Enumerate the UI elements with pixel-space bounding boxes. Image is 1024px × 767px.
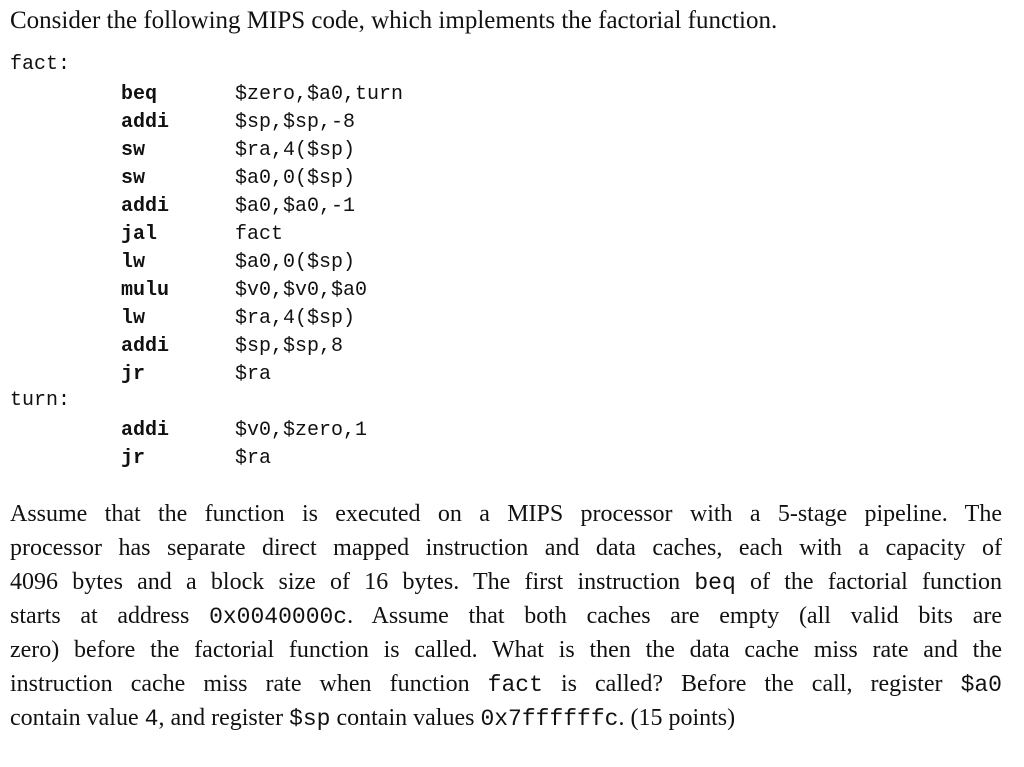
- code-line: [0, 446, 500, 474]
- question-text: 4096 bytes and a block size of 16 bytes. The first instruction: [10, 569, 695, 595]
- question-line: [10, 633, 1002, 667]
- question-text: processor has separate direct mapped instruction and data caches, each with a capacity of: [10, 535, 1002, 561]
- code-operands: fact: [235, 223, 284, 246]
- code-opcode: mulu: [121, 279, 170, 302]
- code-line: [0, 82, 500, 110]
- code-opcode: sw: [121, 139, 146, 162]
- question-line: [10, 565, 1002, 599]
- code-opcode: jal: [121, 223, 158, 246]
- question-text: . (15 points): [618, 705, 736, 731]
- intro-text: Consider the following MIPS code, which implements the factorial function.: [10, 7, 778, 34]
- code-opcode: jr: [121, 363, 146, 386]
- code-line: [0, 418, 500, 446]
- code-opcode: lw: [121, 307, 146, 330]
- question-text: zero) before the factorial function is called. What is then the data cache miss rate and the: [10, 637, 1002, 663]
- question-text: contain values: [330, 705, 481, 731]
- code-line: [0, 222, 500, 250]
- code-operands: $ra: [235, 447, 272, 470]
- code-operands: $v0,$zero,1: [235, 419, 368, 442]
- code-opcode: sw: [121, 167, 146, 190]
- question-text: . Assume that both caches are empty (all valid bits are: [347, 603, 1002, 629]
- question-text: Assume that the function is executed on a MIPS processor with a 5-stage pipeline. The: [10, 501, 1002, 527]
- question-text: is called? Before the call, register: [542, 671, 961, 697]
- code-operands: $a0,$a0,-1: [235, 195, 356, 218]
- question-text: instruction cache miss rate when function: [10, 671, 488, 697]
- code-operands: $ra,4($sp): [235, 307, 356, 330]
- code-opcode: addi: [121, 419, 170, 442]
- code-line: [0, 278, 500, 306]
- inline-code: 0x0040000c: [209, 604, 348, 630]
- inline-code: $sp: [289, 706, 331, 732]
- question-text: of the factorial function: [735, 569, 1002, 595]
- code-line: [0, 138, 500, 166]
- question-line: [10, 531, 1002, 565]
- code-operands: $sp,$sp,8: [235, 335, 344, 358]
- code-opcode: addi: [121, 195, 170, 218]
- inline-code: beq: [694, 570, 736, 596]
- code-operands: $ra: [235, 363, 272, 386]
- code-opcode: jr: [121, 447, 146, 470]
- label-fact: fact:: [10, 53, 71, 76]
- code-line: [0, 166, 500, 194]
- code-line: [0, 194, 500, 222]
- code-operands: $a0,0($sp): [235, 167, 356, 190]
- code-operands: $zero,$a0,turn: [235, 83, 404, 106]
- code-operands: $sp,$sp,-8: [235, 111, 356, 134]
- question-paragraph: [10, 497, 1002, 735]
- inline-code: $a0: [960, 672, 1002, 698]
- code-line: [0, 306, 500, 334]
- label-turn: turn:: [10, 389, 71, 412]
- inline-code: 0x7ffffffc: [480, 706, 619, 732]
- code-opcode: addi: [121, 111, 170, 134]
- code-line: [0, 334, 500, 362]
- question-line: [10, 701, 1002, 735]
- code-line: [0, 362, 500, 390]
- code-opcode: beq: [121, 83, 158, 106]
- question-text: contain value: [10, 705, 145, 731]
- code-opcode: addi: [121, 335, 170, 358]
- question-line: [10, 497, 1002, 531]
- code-line: [0, 110, 500, 138]
- code-line: [0, 250, 500, 278]
- question-line: [10, 599, 1002, 633]
- code-opcode: lw: [121, 251, 146, 274]
- code-operands: $ra,4($sp): [235, 139, 356, 162]
- inline-code: fact: [487, 672, 543, 698]
- question-line: [10, 667, 1002, 701]
- question-text: starts at address: [10, 603, 210, 629]
- inline-code: 4: [144, 706, 159, 732]
- question-text: , and register: [158, 705, 290, 731]
- code-operands: $v0,$v0,$a0: [235, 279, 368, 302]
- code-operands: $a0,0($sp): [235, 251, 356, 274]
